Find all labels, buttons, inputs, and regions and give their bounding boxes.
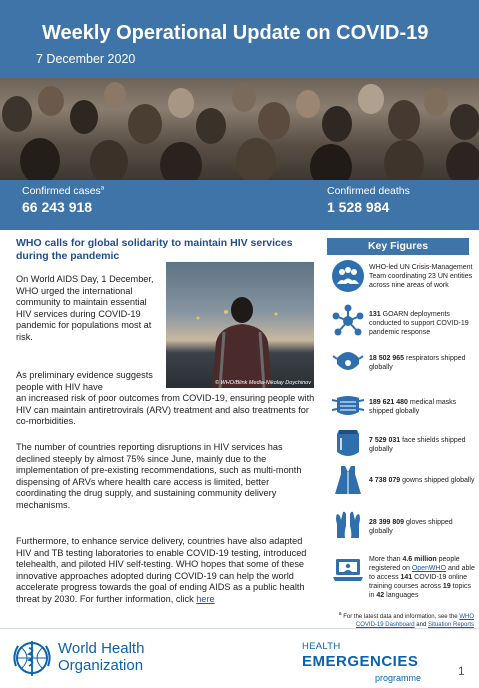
face-shield-icon <box>331 426 365 460</box>
paragraph-2b: an increased risk of poor outcomes from COVID-19, ensuring people with HIV can maintain antiretrovirals (ARV) treatment and also treatments for co-morbidities. <box>16 393 315 427</box>
crowd-photo <box>0 78 479 180</box>
covid-dashboard-link[interactable]: WHO COVID-19 Dashboard <box>355 614 474 628</box>
stats-band <box>0 180 479 230</box>
paragraph-4: Furthermore, to enhance service delivery, countries have also adapted HIV and TB testing laboratories to enable COVID-19 testing, introduced telehealth, and piloted HIV self-testing. WHO hopes that some of these innovative approaches adopted during COVID-19 can help the world accelerate progress towards the goal of ending AIDS as a public health threat by 2030. For further information, click here <box>16 536 307 604</box>
key-figure-medical-masks: 189 621 480 medical masks shipped globally <box>369 399 457 415</box>
confirmed-cases-value: 66 243 918 <box>22 199 93 215</box>
health-emergencies-line1: HEALTH <box>302 641 341 652</box>
key-figure-gowns: 4 738 079 gowns shipped globally <box>369 477 475 484</box>
person-silhouette <box>166 262 314 388</box>
article-headline: WHO calls for global solidarity to maintain HIV services during the pandemic <box>16 237 293 262</box>
health-emergencies-line3: programme <box>375 673 422 683</box>
openwho-link[interactable]: OpenWHO <box>411 565 447 572</box>
gown-icon <box>331 464 365 498</box>
key-figure-gloves: 28 399 809 gloves shipped globally <box>369 519 453 535</box>
page-title: Weekly Operational Update on COVID-19 <box>42 22 429 44</box>
paragraph-1: On World AIDS Day, 1 December, WHO urged the international community to maintain essential HIV services during COVID-19 pandemic for populations most at risk. <box>16 274 154 342</box>
paragraph-2a: As preliminary evidence suggests people with HIV have <box>16 370 153 392</box>
key-figure-goarn: 131 GOARN deployments conducted to support COVID-19 pandemic response <box>369 311 469 336</box>
paragraph-3: The number of countries reporting disruptions in HIV services has declined steeply by almost 75% since June, mainly due to the implementation of pre-existing recommendations, such as multi-month dispensing of ARVs where health care access is limited, better coordinating the drug supply, and sustaining community delivery mechanisms. <box>16 442 302 510</box>
confirmed-cases-label: Confirmed cases$^a$ <box>22 185 105 197</box>
header-banner <box>0 0 479 78</box>
gloves-icon <box>331 508 365 542</box>
further-info-link[interactable]: here <box>196 593 215 604</box>
article-photo <box>166 262 314 388</box>
health-emergencies-line2: EMERGENCIES <box>302 653 419 670</box>
key-figure-training: More than 4.6 million people registered on OpenWHO and able to access 141 COVID-19 online training courses across 19 topics in 42 languages <box>369 556 475 599</box>
laptop-training-icon <box>331 553 365 587</box>
footer-divider <box>0 628 479 629</box>
report-date: 7 December 2020 <box>36 52 136 66</box>
confirmed-deaths-label: Confirmed deaths <box>327 185 410 197</box>
key-figure-un-team: WHO-led UN Crisis-Management Team coordinating 23 UN entities across nine areas of work <box>369 264 473 289</box>
key-figure-face-shields: 7 529 031 face shields shipped globally <box>369 437 466 453</box>
network-icon <box>331 304 365 338</box>
key-figures-title: Key Figures <box>327 238 469 255</box>
footnote: $^a$ For the latest data and information, see the WHO COVID-19 Dashboard and Situation Reports <box>338 611 474 628</box>
situation-reports-link[interactable]: Situation Reports <box>427 622 474 628</box>
page-number: 1 <box>458 664 465 678</box>
photo-credit: © WHO/Blink Media-Nikolay Doychinov <box>214 380 311 386</box>
who-wordmark: World Health Organization <box>58 640 145 674</box>
respirator-icon <box>331 344 365 378</box>
key-figure-respirators: 18 502 965 respirators shipped globally <box>369 355 466 371</box>
medical-mask-icon <box>331 388 365 422</box>
un-team-icon <box>331 259 365 293</box>
who-emblem-icon <box>10 636 54 680</box>
confirmed-deaths-value: 1 528 984 <box>327 199 390 215</box>
